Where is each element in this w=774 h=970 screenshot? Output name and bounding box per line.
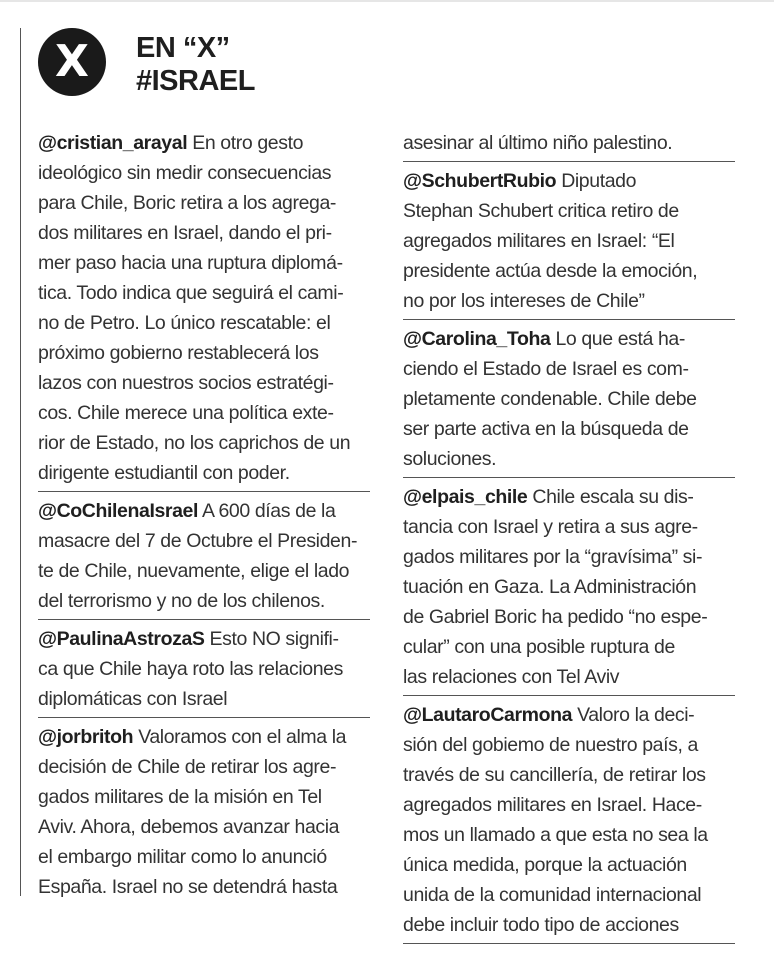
tweet-line — [38, 654, 370, 684]
section-title-line-2: #ISRAEL — [136, 65, 255, 97]
tweet-text: Diputado — [556, 170, 637, 192]
tweet-line — [403, 354, 735, 384]
tweet-text: de Gabriel Boric ha pedido “no espe- — [403, 606, 708, 628]
tweet-text: el embargo militar como lo anunció — [38, 846, 327, 868]
tweet-line — [403, 286, 735, 316]
tweet-text: diplomáticas con Israel — [38, 688, 228, 710]
top-border — [0, 0, 774, 2]
tweet-text: Aviv. Ahora, debemos avanzar hacia — [38, 816, 340, 838]
tweet-line — [403, 602, 735, 632]
tweet — [403, 166, 735, 320]
tweet-text: tuación en Gaza. La Administración — [403, 576, 697, 598]
tweet — [38, 624, 370, 718]
tweet — [403, 700, 735, 944]
tweet-text: soluciones. — [403, 448, 497, 470]
tweet-text: no de Petro. Lo único rescatable: el — [38, 312, 331, 334]
tweet-text: masacre del 7 de Octubre el Presiden- — [38, 530, 358, 552]
tweet-line — [38, 368, 370, 398]
tweet-text: pletamente condenable. Chile debe — [403, 388, 697, 410]
tweet-text: tica. Todo indica que seguirá el cami- — [38, 282, 344, 304]
tweet-line — [403, 444, 735, 474]
tweet-line — [38, 586, 370, 616]
tweet-line — [403, 730, 735, 760]
tweet-line — [38, 782, 370, 812]
tweet-text: cular” con una posible ruptura de — [403, 636, 675, 658]
tweet-text: las relaciones con Tel Aviv — [403, 666, 620, 688]
tweet-text: ideológico sin medir consecuencias — [38, 162, 332, 184]
tweet — [38, 496, 370, 620]
tweet-text: del terrorismo y no de los chilenos. — [38, 590, 325, 612]
tweet-line — [38, 752, 370, 782]
tweet-text: lazos con nuestros socios estratégi- — [38, 372, 334, 394]
x-logo-icon: X — [38, 28, 106, 96]
tweet-text: España. Israel no se detendrá hasta — [38, 876, 338, 898]
tweet-text: ser parte activa en la búsqueda de — [403, 418, 689, 440]
tweet-line — [38, 308, 370, 338]
tweet-text: Lo que está ha- — [550, 328, 685, 350]
tweet-line — [38, 684, 370, 714]
section-title-line-1: EN “X” — [136, 32, 230, 64]
tweet-handle: @Carolina_Toha — [403, 328, 551, 350]
tweet-handle: @elpais_chile — [403, 486, 528, 508]
tweet-handle: @SchubertRubio — [403, 170, 557, 192]
tweet — [403, 128, 735, 162]
tweet-text: debe incluir todo tipo de acciones — [403, 914, 679, 936]
tweet-text: única medida, porque la actuación — [403, 854, 687, 876]
tweet-text: rior de Estado, no los caprichos de un — [38, 432, 351, 454]
tweet-line — [38, 722, 370, 752]
tweet-text: no por los intereses de Chile” — [403, 290, 645, 312]
tweet-line — [403, 542, 735, 572]
tweet-line — [38, 428, 370, 458]
tweet-text: gados militares por la “gravísima” si- — [403, 546, 703, 568]
tweet-text: ciendo el Estado de Israel es com- — [403, 358, 689, 380]
tweet-handle: @PaulinaAstrozaS — [38, 628, 205, 650]
tweet-text: presidente actúa desde la emoción, — [403, 260, 698, 282]
tweet-line — [38, 872, 370, 902]
tweet-text: decisión de Chile de retirar los agre- — [38, 756, 337, 778]
section-title — [136, 32, 255, 98]
tweet-text: Stephan Schubert critica retiro de — [403, 200, 679, 222]
tweet-line — [38, 398, 370, 428]
tweet-line — [403, 572, 735, 602]
tweet-line — [38, 188, 370, 218]
tweet-text: para Chile, Boric retira a los agrega- — [38, 192, 337, 214]
tweet-line — [38, 458, 370, 488]
tweet-line — [38, 526, 370, 556]
tweet-handle: @LautaroCarmona — [403, 704, 573, 726]
tweet-text: mos un llamado a que esta no sea la — [403, 824, 708, 846]
tweet-line — [38, 128, 370, 158]
tweet-text: próximo gobierno restablecerá los — [38, 342, 319, 364]
tweet — [38, 128, 370, 492]
tweet-text: dos militares en Israel, dando el pri- — [38, 222, 332, 244]
tweet-line — [403, 128, 735, 158]
tweet-line — [403, 384, 735, 414]
tweet-line — [38, 556, 370, 586]
tweet-line — [403, 790, 735, 820]
tweet-text: Valoramos con el alma la — [133, 726, 347, 748]
tweet — [403, 324, 735, 478]
tweet-text: A 600 días de la — [198, 500, 336, 522]
tweet-line — [403, 256, 735, 286]
tweet-text: te de Chile, nuevamente, elige el lado — [38, 560, 350, 582]
tweet-line — [38, 248, 370, 278]
tweet-text: agregados militares en Israel: “El — [403, 230, 675, 252]
tweet-handle: @cristian_arayal — [38, 132, 188, 154]
tweet-line — [38, 338, 370, 368]
tweet-text: agregados militares en Israel. Hace- — [403, 794, 702, 816]
tweet-text: través de su cancillería, de retirar los — [403, 764, 706, 786]
tweet-line — [403, 414, 735, 444]
tweet-text: Esto NO signifi- — [204, 628, 339, 650]
tweet-line — [403, 700, 735, 730]
tweet-line — [403, 324, 735, 354]
tweet-line — [38, 496, 370, 526]
tweet-text: gados militares de la misión en Tel — [38, 786, 322, 808]
tweet-line — [403, 226, 735, 256]
tweet-text: Valoro la deci- — [572, 704, 695, 726]
tweet-text: dirigente estudiantil con poder. — [38, 462, 290, 484]
tweet-text: mer paso hacia una ruptura diplomá- — [38, 252, 343, 274]
tweet-text: Chile escala su dis- — [527, 486, 694, 508]
tweet-line — [403, 850, 735, 880]
tweet-line — [403, 166, 735, 196]
tweet-text: ca que Chile haya roto las relaciones — [38, 658, 343, 680]
tweet-line — [403, 196, 735, 226]
tweet-text: sión del gobiemo de nuestro país, a — [403, 734, 698, 756]
tweet-text: asesinar al último niño palestino. — [403, 132, 673, 154]
tweet-line — [403, 910, 735, 940]
tweet — [38, 722, 370, 905]
tweet-text: cos. Chile merece una política exte- — [38, 402, 334, 424]
tweet-line — [403, 760, 735, 790]
tweet-text: En otro gesto — [187, 132, 304, 154]
tweet-line — [403, 820, 735, 850]
tweet-line — [38, 218, 370, 248]
tweet-line — [403, 482, 735, 512]
tweet-line — [403, 632, 735, 662]
tweet-line — [403, 512, 735, 542]
tweet-text: tancia con Israel y retira a sus agre- — [403, 516, 698, 538]
tweet-text: unida de la comunidad internacional — [403, 884, 702, 906]
right-column — [403, 128, 735, 948]
tweet-line — [403, 880, 735, 910]
left-column-rule — [20, 28, 21, 896]
tweet-line — [38, 842, 370, 872]
tweet-handle: @CoChilenaIsrael — [38, 500, 198, 522]
tweet — [403, 482, 735, 696]
tweet-line — [403, 662, 735, 692]
tweet-line — [38, 278, 370, 308]
tweet-line — [38, 624, 370, 654]
tweet-handle: @jorbritoh — [38, 726, 134, 748]
tweet-line — [38, 158, 370, 188]
left-column — [38, 128, 370, 909]
tweet-line — [38, 812, 370, 842]
